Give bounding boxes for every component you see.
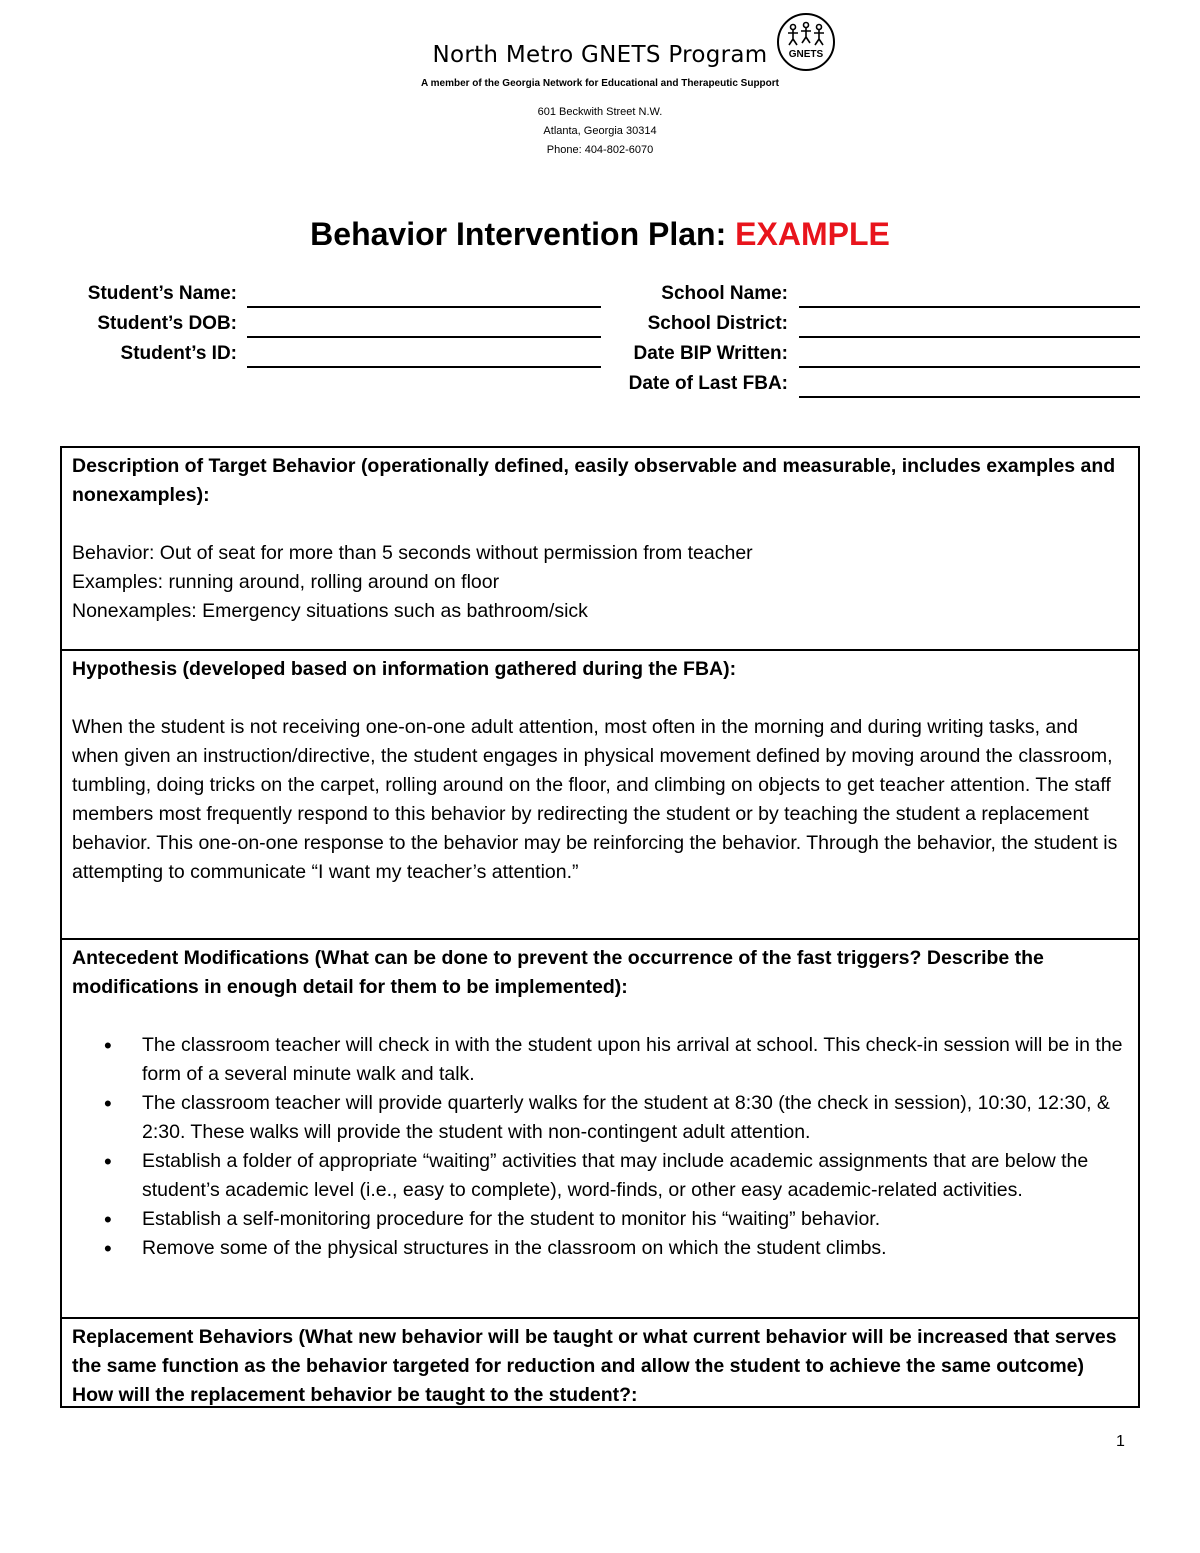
date-fba-line[interactable]: [799, 396, 1140, 398]
address-block: [0, 103, 1200, 160]
examples-text: Examples: running around, rolling around on floor: [72, 571, 500, 593]
school-name-line[interactable]: [799, 306, 1140, 308]
address-line-1: 601 Beckwith Street N.W.: [537, 106, 663, 118]
field-label: Student’s ID:: [120, 343, 237, 364]
field-date-fba: [600, 373, 788, 399]
modification-list: [72, 1031, 1128, 1263]
field-student-id: [0, 343, 237, 369]
page-number: 1: [1116, 1433, 1125, 1450]
letterhead: [0, 38, 1200, 160]
student-name-line[interactable]: [247, 306, 601, 308]
section-antecedent-modifications: [62, 940, 1138, 1319]
field-label: School District:: [647, 313, 788, 334]
date-bip-line[interactable]: [799, 366, 1140, 368]
section-heading: Replacement Behaviors (What new behavior will be taught or what current behavior will be increased that serves the same function as the behavior targeted for reduction and allow the student to achieve the same outcome) How will the replacement behavior be taught to the student?:: [72, 1326, 1117, 1406]
phone-line: Phone: 404-802-6070: [546, 144, 654, 156]
gnets-logo-icon: [776, 12, 836, 72]
logo-text: GNETS: [788, 49, 824, 60]
field-label: Date of Last FBA:: [628, 373, 788, 394]
field-school-name: [600, 283, 788, 309]
field-label: Student’s Name:: [87, 283, 237, 304]
title-accent: EXAMPLE: [735, 216, 890, 252]
list-item: • Remove some of the physical structures in the classroom on which the student climbs.: [142, 1234, 1128, 1263]
list-item: • The classroom teacher will provide quarterly walks for the student at 8:30 (the check in session), 10:30, 12:30, & 2:30. These walks will provide the student with non-contingent adult attention.: [142, 1089, 1128, 1147]
list-item: • Establish a self-monitoring procedure for the student to monitor his “waiting” behavior.: [142, 1205, 1128, 1234]
plan-table: [60, 446, 1140, 1408]
list-item: • The classroom teacher will check in with the student upon his arrival at school. This check-in session will be in the form of a several minute walk and talk.: [142, 1031, 1128, 1089]
section-heading: Description of Target Behavior (operationally defined, easily observable and measurable, includes examples and nonexamples):: [72, 455, 1116, 506]
section-hypothesis: [62, 651, 1138, 940]
org-name: North Metro GNETS Program: [432, 42, 768, 68]
title-main: Behavior Intervention Plan:: [310, 216, 736, 252]
field-date-bip: [600, 343, 788, 369]
member-line: A member of the Georgia Network for Educational and Therapeutic Support: [420, 78, 779, 89]
student-dob-line[interactable]: [247, 336, 601, 338]
behavior-text: Behavior: Out of seat for more than 5 seconds without permission from teacher: [72, 542, 753, 564]
field-student-name: [0, 283, 237, 309]
hypothesis-text: When the student is not receiving one-on-one adult attention, most often in the morning and during writing tasks, and when given an instruction/directive, the student engages in physical movement defined by moving around the classroom, tumbling, doing tricks on the carpet, rolling around on the floor, and climbing on objects to get teacher attention. The staff members most frequently respond to this behavior by redirecting the student or by teaching the student a replacement behavior. This one-on-one response to the behavior may be reinforcing the behavior. Through the behavior, the student is attempting to communicate “I want my teacher’s attention.”: [72, 716, 1118, 883]
field-label: School Name:: [661, 283, 788, 304]
section-heading: Antecedent Modifications (What can be done to prevent the occurrence of the fast triggers? Describe the modifications in enough detail for them to be implemented):: [72, 947, 1044, 998]
section-replacement-behaviors: [62, 1319, 1138, 1406]
section-heading: Hypothesis (developed based on information gathered during the FBA):: [72, 658, 737, 680]
school-district-line[interactable]: [799, 336, 1140, 338]
student-id-line[interactable]: [247, 366, 601, 368]
field-school-district: [600, 313, 788, 339]
field-student-dob: [0, 313, 237, 339]
list-item: • Establish a folder of appropriate “waiting” activities that may include academic assignments that are below the student’s academic level (i.e., easy to complete), word-finds, or other easy academic-related activities.: [142, 1147, 1128, 1205]
field-label: Student’s DOB:: [97, 313, 237, 334]
nonexamples-text: Nonexamples: Emergency situations such as bathroom/sick: [72, 600, 588, 622]
section-target-behavior: [62, 448, 1138, 651]
address-line-2: Atlanta, Georgia 30314: [543, 125, 657, 137]
field-label: Date BIP Written:: [633, 343, 788, 364]
page-title: [0, 216, 1200, 253]
